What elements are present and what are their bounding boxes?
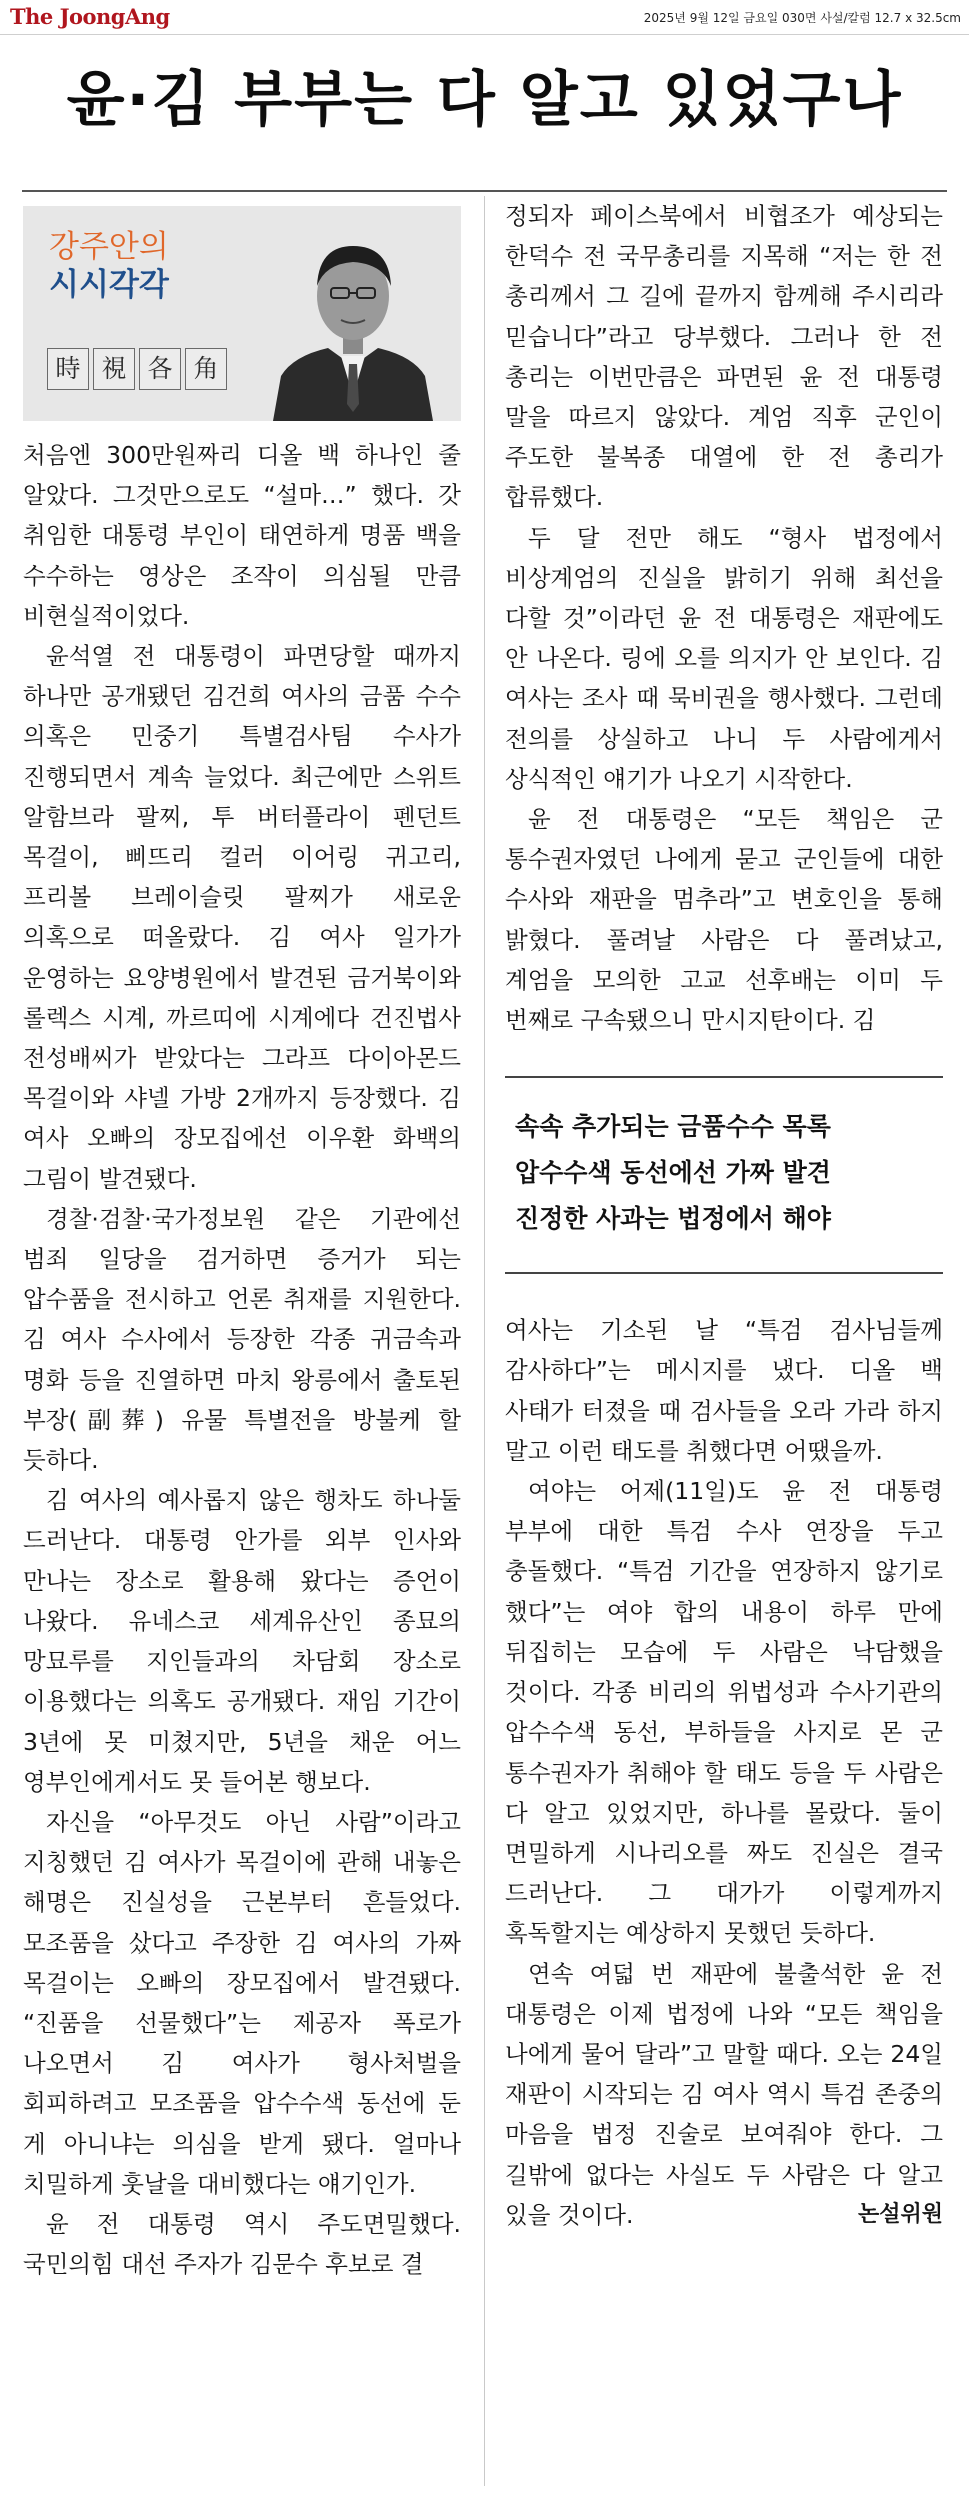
hanja-char: 各 [139, 348, 181, 390]
headline: 윤·김 부부는 다 알고 있었구나 [66, 65, 903, 135]
paragraph: 처음엔 300만원짜리 디올 백 하나인 줄 알았다. 그것만으로도 “설마…” 했다. 갓 취임한 대통령 부인이 태연하게 명품 백을 수수하는 영상은 조작이 의심될 만큼 비현실적이었다. [23, 441, 461, 630]
paragraph-text: 연속 여덟 번 재판에 불출석한 윤 전 대통령은 이제 법정에 나와 “모든 책임을 나에게 물어 달라”고 말할 때다. 오는 24일 재판이 시작되는 김 여사 역시 특검 존중의 마음을 법정 진술로 보여줘야 한다. 그 길밖에 없다는 사실도 두 사람은 다 알고 있을 것이다. [505, 1959, 943, 2229]
pull-quote [505, 1076, 943, 1274]
paragraph: 윤 전 대통령 역시 주도면밀했다. 국민의힘 대선 주자가 김문수 후보로 결 [23, 2209, 461, 2279]
hanja-row [47, 348, 227, 390]
paragraph: 정되자 페이스북에서 비협조가 예상되는 한덕수 전 국무총리를 지목해 “저는 한 전 총리께서 그 길에 끝까지 함께해 주시리라 믿습니다”라고 당부했다. 그러나 한 전 총리는 이번만큼은 파면된 윤 전 대통령 말을 따르지 않았다. 계엄 직후 군인이 주도한 불복종 대열에 한 전 총리가 합류했다. [505, 202, 943, 512]
paragraph: 윤 전 대통령은 “모든 책임은 군 통수권자였던 나에게 묻고 군인들에 대한 수사와 재판을 멈추라”고 변호인을 통해 밝혔다. 풀려날 사람은 다 풀려났고, 계엄을 모의한 고교 선후배는 이미 두 번째로 구속됐으니 만시지탄이다. 김 [505, 805, 943, 1035]
paragraph: 여사는 기소된 날 “특검 검사님들께 감사하다”는 메시지를 냈다. 디올 백 사태가 터졌을 때 검사들을 오라 가라 하지 말고 이런 태도를 취했다면 어땠을까. [505, 1316, 943, 1465]
edition-info: 2025년 9월 12일 금요일 030면 사설/칼럼 12.7 x 32.5cm [643, 11, 961, 25]
masthead-bar [0, 0, 969, 35]
pull-quote-line: 압수수색 동선에선 가짜 발견 [515, 1158, 831, 1188]
hanja-char: 角 [185, 348, 227, 390]
byline: 논설위원 [857, 2201, 943, 2227]
paragraph: 여야는 어제(11일)도 윤 전 대통령 부부에 대한 특검 수사 연장을 두고 충돌했다. “특검 기간을 연장하지 않기로 했다”는 여야 합의 내용이 하루 만에 뒤집히는 모습에 두 사람은 낙담했을 것이다. 각종 비리의 위법성과 수사기관의 압수수색 동선, 부하들을 사지로 몬 군 통수권자가 취해야 할 태도 등을 두 사람은 다 알고 있었지만, 하나를 몰랐다. 둘이 면밀하게 시나리오를 짜도 진실은 결국 드러난다. 그 대가가 이렇게까지 혹독할지는 예상하지 못했던 듯하다. [505, 1477, 943, 1948]
newspaper-logo: The JoongAng [10, 4, 170, 29]
column-title-box [23, 206, 461, 421]
author-column-name: 강주안의 [49, 229, 169, 265]
paragraph: 김 여사의 예사롭지 않은 행차도 하나둘 드러난다. 대통령 안가를 외부 인사와 만나는 장소로 활용해 왔다는 증언이 나왔다. 유네스코 세계유산인 종묘의 망묘루를 지인들과의 차담회 장소로 이용했다는 의혹도 공개됐다. 재임 기간이 3년에 못 미쳤지만, 5년을 채운 어느 영부인에게서도 못 들어본 행보다. [23, 1486, 461, 1796]
paragraph: 두 달 전만 해도 “형사 법정에서 비상계엄의 진실을 밝히기 위해 최선을 다할 것”이라던 윤 전 대통령은 재판에도 안 나온다. 링에 오를 의지가 안 보인다. 김 여사는 조사 때 묵비권을 행사했다. 그런데 전의를 상실하고 나니 두 사람에게서 상식적인 얘기가 나오기 시작한다. [505, 523, 943, 793]
headline-rule [22, 190, 947, 192]
column-series-name: 시시각각 [49, 267, 169, 303]
pull-quote-line: 속속 추가되는 금품수수 목록 [515, 1112, 831, 1142]
pull-quote-line: 진정한 사과는 법정에서 해야 [515, 1204, 831, 1234]
paragraph: 경찰·검찰·국가정보원 같은 기관에선 범죄 일당을 검거하면 증거가 되는 압수품을 전시하고 언론 취재를 지원한다. 김 여사 수사에서 등장한 각종 귀금속과 명화 등을 진열하면 마치 왕릉에서 출토된 부장(副葬) 유물 특별전을 방불케 할 듯하다. [23, 1204, 461, 1475]
column-divider [484, 196, 485, 2486]
paragraph [505, 1954, 943, 2235]
hanja-char: 時 [47, 348, 89, 390]
paragraph: 윤석열 전 대통령이 파면당할 때까지 하나만 공개됐던 김건희 여사의 금품 수수 의혹은 민중기 특별검사팀 수사가 진행되면서 계속 늘었다. 최근에만 스위트 알함브라 팔찌, 투 버터플라이 펜던트 목걸이, 삐뜨리 컬러 이어링 귀고리, 프리볼 브레이슬릿 팔찌가 새로운 의혹으로 떠올랐다. 김 여사 일가가 운영하는 요양병원에서 발견된 금거북이와 롤렉스 시계, 까르띠에 시계에다 건진법사 전성배씨가 받았다는 그라프 다이아몬드 목걸이와 샤넬 가방 2개까지 등장했다. 김 여사 오빠의 장모집에선 이우환 화백의 그림이 발견됐다. [23, 642, 461, 1193]
author-portrait [253, 216, 453, 421]
right-column [505, 196, 943, 2235]
paragraph: 자신을 “아무것도 아닌 사람”이라고 지칭했던 김 여사가 목걸이에 관해 내놓은 해명은 진실성을 근본부터 흔들었다. 모조품을 샀다고 주장한 김 여사의 가짜 목걸이는 오빠의 장모집에서 발견됐다. “진품을 선물했다”는 제공자 폭로가 나오면서 김 여사가 형사처벌을 회피하려고 모조품을 압수수색 동선에 둔 게 아니냐는 의심을 받게 됐다. 얼마나 치밀하게 훗날을 대비했다는 얘기인가. [23, 1807, 461, 2198]
hanja-char: 視 [93, 348, 135, 390]
left-column [23, 206, 461, 2284]
